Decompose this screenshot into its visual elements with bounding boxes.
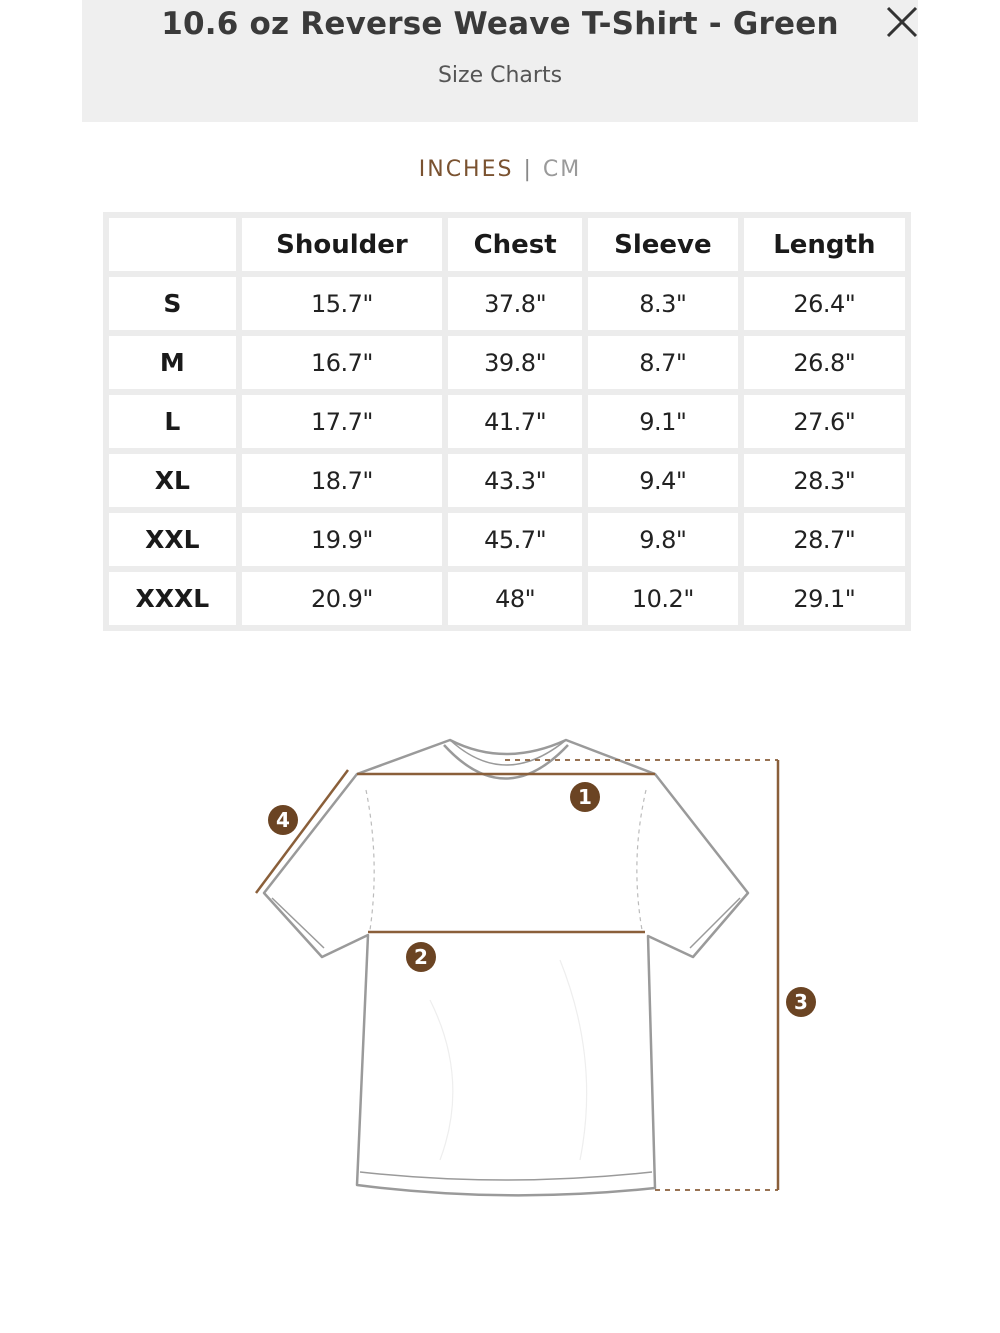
chest-cell: 48": [448, 572, 582, 625]
length-cell: 28.3": [744, 454, 905, 507]
chest-cell: 45.7": [448, 513, 582, 566]
length-cell: 26.4": [744, 277, 905, 330]
column-header-length: Length: [744, 218, 905, 271]
sleeve-cell: 10.2": [588, 572, 738, 625]
length-cell: 26.8": [744, 336, 905, 389]
size-label: XXXL: [109, 572, 236, 625]
marker-4: [268, 805, 298, 835]
length-cell: 28.7": [744, 513, 905, 566]
sleeve-cell: 8.3": [588, 277, 738, 330]
product-title: 10.6 oz Reverse Weave T-Shirt - Green: [161, 6, 839, 42]
size-label: S: [109, 277, 236, 330]
chest-cell: 43.3": [448, 454, 582, 507]
sleeve-cell: 9.1": [588, 395, 738, 448]
marker-2: [406, 942, 436, 972]
svg-text:1: 1: [578, 785, 592, 809]
table-row: [109, 513, 905, 566]
column-header-shoulder: Shoulder: [242, 218, 443, 271]
sleeve-cell: 9.4": [588, 454, 738, 507]
size-label: M: [109, 336, 236, 389]
length-cell: 29.1": [744, 572, 905, 625]
sleeve-cell: 8.7": [588, 336, 738, 389]
svg-text:3: 3: [794, 990, 808, 1014]
table-row: [109, 336, 905, 389]
unit-cm-tab[interactable]: CM: [542, 157, 582, 182]
unit-separator: |: [523, 157, 533, 182]
column-header: [109, 218, 236, 271]
marker-1: [570, 782, 600, 812]
chest-cell: 37.8": [448, 277, 582, 330]
shoulder-cell: 18.7": [242, 454, 443, 507]
chest-cell: 39.8": [448, 336, 582, 389]
size-label: XXL: [109, 513, 236, 566]
table-row: [109, 454, 905, 507]
chest-cell: 41.7": [448, 395, 582, 448]
shoulder-cell: 19.9": [242, 513, 443, 566]
table-header-row: [109, 218, 905, 271]
size-label: L: [109, 395, 236, 448]
svg-text:4: 4: [276, 808, 290, 832]
unit-inches-tab[interactable]: INCHES: [418, 157, 514, 182]
column-header-chest: Chest: [448, 218, 582, 271]
table-row: [109, 277, 905, 330]
shoulder-cell: 20.9": [242, 572, 443, 625]
length-cell: 27.6": [744, 395, 905, 448]
sleeve-cell: 9.8": [588, 513, 738, 566]
size-label: XL: [109, 454, 236, 507]
column-header-sleeve: Sleeve: [588, 218, 738, 271]
table-row: [109, 572, 905, 625]
tshirt-measurement-diagram: [0, 640, 1000, 1260]
size-table: [103, 212, 911, 631]
close-button[interactable]: [882, 2, 922, 42]
unit-toggle: [0, 157, 1000, 182]
table-row: [109, 395, 905, 448]
shoulder-cell: 16.7": [242, 336, 443, 389]
close-icon: [882, 2, 922, 42]
svg-text:2: 2: [414, 945, 428, 969]
modal-header: [82, 0, 918, 122]
marker-3: [786, 987, 816, 1017]
shoulder-cell: 17.7": [242, 395, 443, 448]
tshirt-outline: [264, 740, 748, 1195]
size-charts-subtitle: Size Charts: [437, 63, 563, 88]
shoulder-cell: 15.7": [242, 277, 443, 330]
